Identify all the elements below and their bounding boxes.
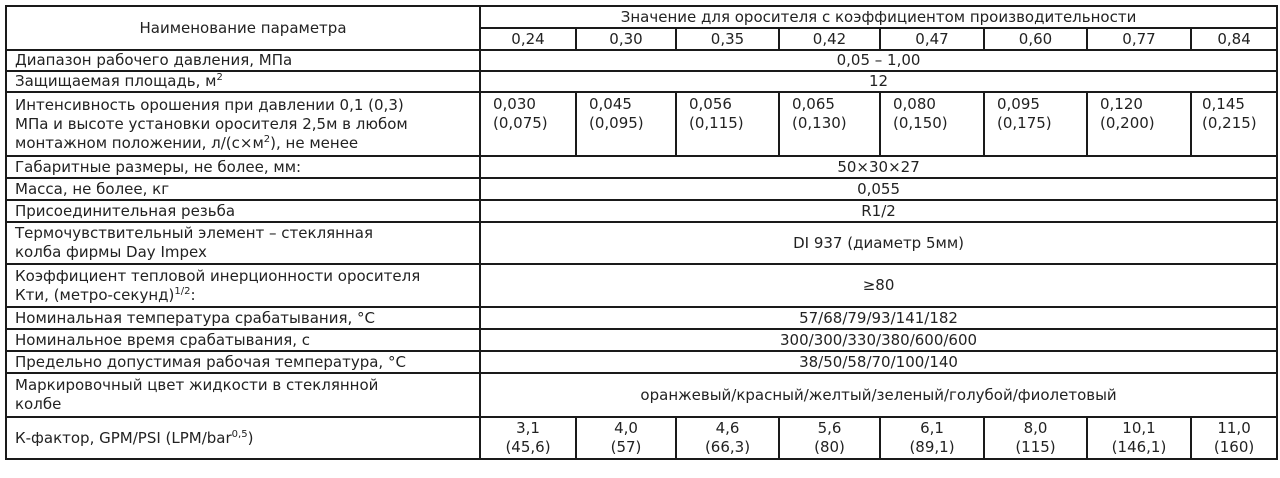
value-line: (66,3) xyxy=(704,438,751,456)
kfactor-cell xyxy=(1191,417,1277,459)
value-line: 5,6 xyxy=(817,419,842,437)
table-row xyxy=(6,264,1277,307)
value-line: (89,1) xyxy=(909,438,955,456)
value-line: 0,120 xyxy=(1100,95,1143,113)
param-label: Присоединительная резьба xyxy=(6,200,480,222)
param-label: Габаритные размеры, не более, мм: xyxy=(6,156,480,178)
param-header: Наименование параметра xyxy=(6,6,480,50)
value-line: (146,1) xyxy=(1111,438,1167,456)
spec-table-container xyxy=(5,5,1276,460)
table-row xyxy=(6,222,1277,264)
kfactor-cell xyxy=(984,417,1087,459)
table-row xyxy=(6,156,1277,178)
coefficient-cell: 0,77 xyxy=(1087,28,1191,50)
param-label: Номинальная температура срабатывания, °С xyxy=(6,307,480,329)
coefficient-cell: 0,47 xyxy=(880,28,984,50)
value-line: 6,1 xyxy=(920,419,944,437)
param-value: оранжевый/красный/желтый/зеленый/голубой/фиолетовый xyxy=(480,373,1277,417)
param-label: Предельно допустимая рабочая температура, °С xyxy=(6,351,480,373)
value-line: (115) xyxy=(1015,438,1056,456)
value-line: (160) xyxy=(1213,438,1255,456)
value-line: 4,0 xyxy=(614,419,638,437)
param-value: ≥80 xyxy=(480,264,1277,307)
kfactor-cell xyxy=(779,417,880,459)
value-line: 10,1 xyxy=(1122,419,1156,437)
table-row xyxy=(6,71,1277,92)
sprinkler-spec-table xyxy=(5,5,1278,460)
intensity-cell xyxy=(779,92,880,156)
param-label: Масса, не более, кг xyxy=(6,178,480,200)
value-line: 0,056 xyxy=(689,95,732,113)
param-value: 0,05 – 1,00 xyxy=(480,50,1277,71)
label-line xyxy=(15,134,471,153)
param-value: 50×30×27 xyxy=(480,156,1277,178)
coefficient-cell: 0,30 xyxy=(576,28,676,50)
value-line: (80) xyxy=(814,438,845,456)
label-text: К-фактор, GPM/PSI (LPM/bar xyxy=(15,428,232,447)
kfactor-cell xyxy=(480,417,576,459)
intensity-cell xyxy=(1087,92,1191,156)
intensity-cell xyxy=(480,92,576,156)
intensity-cell xyxy=(880,92,984,156)
table-row xyxy=(6,351,1277,373)
param-value: 57/68/79/93/141/182 xyxy=(480,307,1277,329)
label-line: колбе xyxy=(15,395,62,413)
value-line: (0,175) xyxy=(997,114,1052,132)
label-line: Термочувствительный элемент – стеклянная xyxy=(15,224,374,242)
value-line: 8,0 xyxy=(1023,419,1048,437)
table-row xyxy=(6,329,1277,351)
table-row xyxy=(6,307,1277,329)
param-label xyxy=(6,71,480,92)
table-row xyxy=(6,50,1277,71)
value-line: (0,215) xyxy=(1202,114,1257,132)
label-superscript: 1/2 xyxy=(174,285,191,297)
label-superscript: 0,5 xyxy=(231,428,248,440)
param-label xyxy=(6,92,480,156)
coefficient-cell: 0,84 xyxy=(1191,28,1277,50)
label-text: ), не менее xyxy=(270,133,359,152)
value-line: (0,075) xyxy=(493,114,548,132)
param-value: R1/2 xyxy=(480,200,1277,222)
label-superscript: 2 xyxy=(216,72,223,83)
value-line: (57) xyxy=(610,438,642,456)
label-line: Маркировочный цвет жидкости в стеклянной xyxy=(15,376,379,394)
value-line: 3,1 xyxy=(516,419,540,437)
kfactor-cell xyxy=(1087,417,1191,459)
coefficient-cell: 0,24 xyxy=(480,28,576,50)
table-row xyxy=(6,92,1277,156)
table-row xyxy=(6,178,1277,200)
param-value: 12 xyxy=(480,71,1277,92)
label-line xyxy=(15,286,471,305)
label-line: МПа и высоте установки оросителя 2,5м в любом xyxy=(15,114,408,133)
param-label: Номинальное время срабатывания, с xyxy=(6,329,480,351)
value-line: 0,145 xyxy=(1202,95,1245,113)
value-header: Значение для оросителя с коэффициентом производительности xyxy=(480,6,1277,28)
coefficient-cell: 0,60 xyxy=(984,28,1087,50)
value-line: (45,6) xyxy=(505,438,551,456)
label-text: Кти, (метро-секунд) xyxy=(15,285,175,304)
table-row xyxy=(6,373,1277,417)
value-line: 11,0 xyxy=(1217,419,1251,437)
kfactor-cell xyxy=(576,417,676,459)
value-line: 0,030 xyxy=(493,95,536,113)
param-value: 0,055 xyxy=(480,178,1277,200)
value-line: (0,200) xyxy=(1100,114,1155,132)
intensity-cell xyxy=(576,92,676,156)
intensity-cell xyxy=(984,92,1087,156)
param-value: 300/300/330/380/600/600 xyxy=(480,329,1277,351)
value-line: 0,045 xyxy=(589,95,632,113)
coefficient-cell: 0,35 xyxy=(676,28,779,50)
intensity-cell xyxy=(1191,92,1277,156)
label-line: Коэффициент тепловой инерционности оросителя xyxy=(15,266,421,285)
table-row xyxy=(6,417,1277,459)
value-line: 0,065 xyxy=(792,95,835,113)
param-label xyxy=(6,264,480,307)
label-text: Защищаемая площадь, м xyxy=(15,72,217,90)
kfactor-cell xyxy=(880,417,984,459)
label-line: колба фирмы Day Impex xyxy=(15,243,207,261)
param-value: 38/50/58/70/100/140 xyxy=(480,351,1277,373)
label-text: : xyxy=(190,285,196,304)
value-line: (0,150) xyxy=(893,114,948,132)
header-row xyxy=(6,6,1277,28)
label-text: ) xyxy=(247,428,254,447)
value-line: 0,080 xyxy=(893,95,936,113)
param-label xyxy=(6,222,480,264)
param-label xyxy=(6,373,480,417)
value-line: 0,095 xyxy=(997,95,1040,113)
value-line: (0,115) xyxy=(689,114,744,132)
value-line: (0,130) xyxy=(792,114,847,132)
value-line: 4,6 xyxy=(715,419,740,437)
value-line: (0,095) xyxy=(589,114,644,132)
coefficient-cell: 0,42 xyxy=(779,28,880,50)
intensity-cell xyxy=(676,92,779,156)
label-text: монтажном положении, л/(с×м xyxy=(15,133,264,152)
label-superscript: 2 xyxy=(263,133,271,145)
param-label: Диапазон рабочего давления, МПа xyxy=(6,50,480,71)
kfactor-cell xyxy=(676,417,779,459)
label-line: Интенсивность орошения при давлении 0,1 (0,3) xyxy=(15,95,404,114)
param-value: DI 937 (диаметр 5мм) xyxy=(480,222,1277,264)
table-row xyxy=(6,200,1277,222)
param-label xyxy=(6,417,480,459)
